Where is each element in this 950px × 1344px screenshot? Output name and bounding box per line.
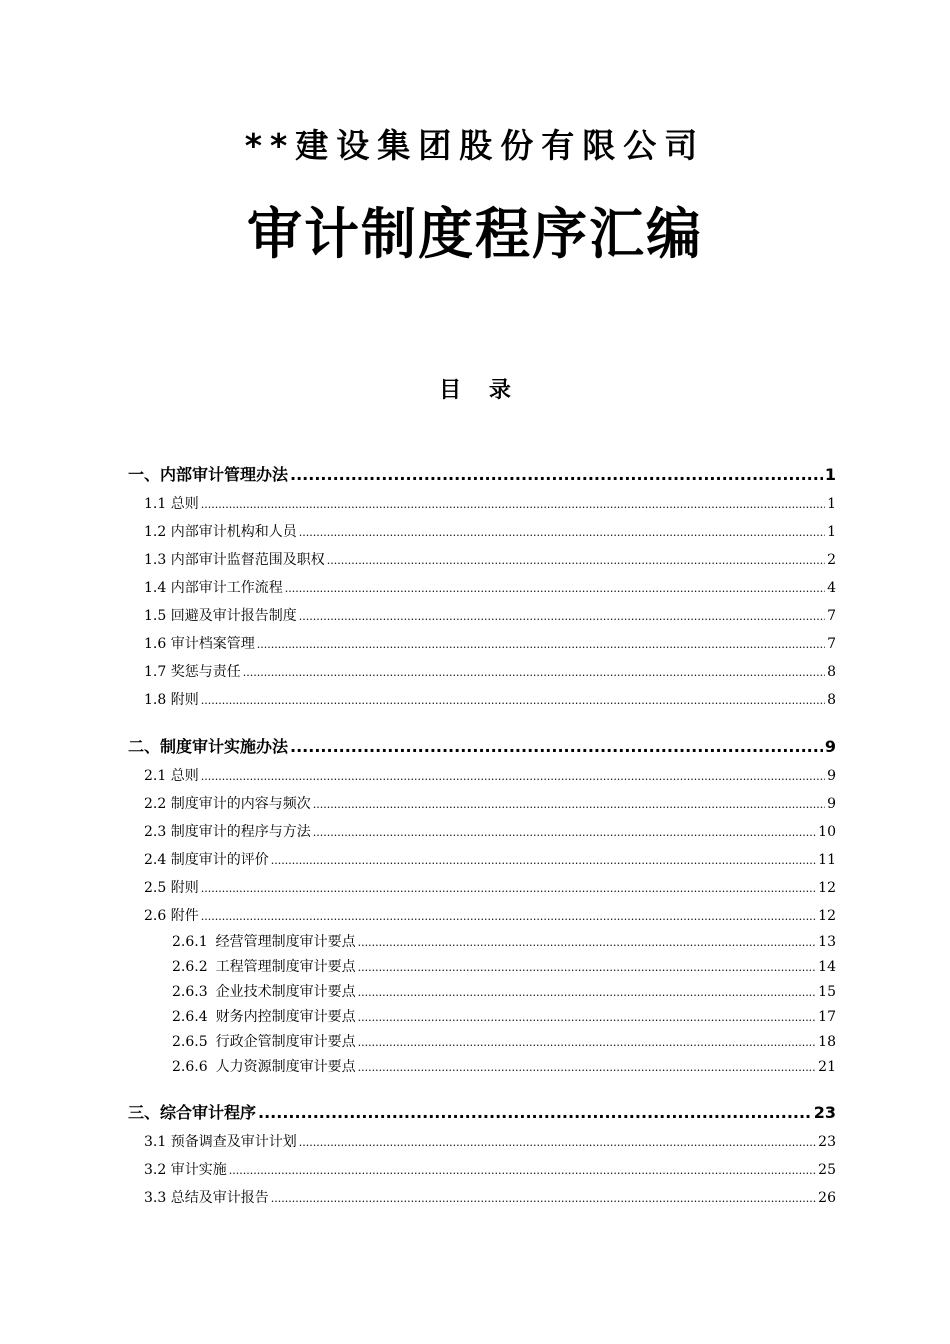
toc-page-number: 14	[818, 959, 836, 975]
dot-leader	[201, 875, 816, 903]
toc-entry-label: 1.7 奖惩与责任	[144, 664, 241, 680]
toc-entry-1-1[interactable]	[128, 490, 836, 518]
toc-entry-number: 2.6.3	[172, 984, 208, 1000]
dot-leader	[201, 903, 816, 931]
toc-heading	[0, 374, 950, 408]
toc-page-number: 2	[827, 552, 836, 568]
company-name: **建设集团股份有限公司	[244, 126, 706, 165]
toc-page-number: 13	[818, 934, 836, 950]
toc-entry-label: 二、制度审计实施办法	[128, 737, 289, 756]
dot-leader	[299, 1129, 816, 1157]
dot-leader	[299, 603, 825, 631]
dot-leader	[299, 519, 825, 547]
toc-entry-number: 2.6.4	[172, 1009, 208, 1025]
dot-leader	[243, 659, 825, 687]
toc-page-number: 25	[818, 1162, 836, 1178]
toc-entry-label: 2.3 制度审计的程序与方法	[144, 824, 311, 840]
dot-leader	[358, 1005, 817, 1030]
dot-leader	[358, 1055, 817, 1080]
toc-entry-number: 2.6.6	[172, 1059, 208, 1075]
toc-entry-label	[172, 930, 356, 955]
toc-entry-text: 人力资源制度审计要点	[215, 1059, 356, 1075]
toc-heading-char-2: 录	[488, 378, 511, 403]
toc-entry-2-6-6[interactable]	[128, 1055, 836, 1080]
toc-page-number: 7	[827, 608, 836, 624]
toc-entry-label: 1.2 内部审计机构和人员	[144, 524, 297, 540]
toc-page-number: 9	[827, 796, 836, 812]
dot-leader	[229, 1157, 816, 1185]
dot-leader	[313, 791, 825, 819]
toc-page-number: 10	[818, 824, 836, 840]
toc-page-number: 9	[824, 737, 836, 756]
toc-entry-label: 2.2 制度审计的内容与频次	[144, 796, 311, 812]
toc-page-number: 1	[827, 524, 836, 540]
dot-leader	[271, 847, 816, 875]
toc-entry-2-6-3[interactable]	[128, 980, 836, 1005]
toc-entry-1-6[interactable]	[128, 630, 836, 658]
toc-entry-2-4[interactable]	[128, 846, 836, 874]
toc-entry-label: 1.3 内部审计监督范围及职权	[144, 552, 325, 568]
toc-entry-2-6-1[interactable]	[128, 930, 836, 955]
toc-entry-label: 3.2 审计实施	[144, 1162, 227, 1178]
dot-leader	[201, 763, 825, 791]
toc-page-number: 15	[818, 984, 836, 1000]
toc-entry-2-6-4[interactable]	[128, 1005, 836, 1030]
toc-entry-1-8[interactable]	[128, 686, 836, 714]
dot-leader	[290, 460, 823, 490]
toc-page-number: 9	[827, 768, 836, 784]
toc-page-number: 17	[818, 1009, 836, 1025]
toc-entry-2-6-2[interactable]	[128, 955, 836, 980]
toc-page-number: 11	[818, 852, 836, 868]
toc-entry-label	[172, 1005, 356, 1030]
toc-page-number: 12	[818, 908, 836, 924]
dot-leader	[271, 1185, 816, 1213]
toc-entry-label: 1.1 总则	[144, 496, 199, 512]
toc-entry-2-1[interactable]	[128, 762, 836, 790]
toc-entry-1-7[interactable]	[128, 658, 836, 686]
toc-page-number: 8	[827, 692, 836, 708]
toc-entry-label: 1.5 回避及审计报告制度	[144, 608, 297, 624]
dot-leader	[358, 955, 817, 980]
dot-leader	[313, 819, 816, 847]
toc-entry-text: 行政企管制度审计要点	[215, 1034, 356, 1050]
toc-entry-label: 3.1 预备调查及审计计划	[144, 1134, 297, 1150]
dot-leader	[358, 930, 817, 955]
dot-leader	[358, 980, 817, 1005]
toc-page-number: 12	[818, 880, 836, 896]
toc-page-number: 23	[813, 1103, 836, 1122]
toc-entry-3-2[interactable]	[128, 1156, 836, 1184]
dot-leader	[201, 491, 825, 519]
table-of-contents	[128, 460, 836, 1212]
dot-leader	[257, 631, 825, 659]
toc-entry-2-6[interactable]	[128, 902, 836, 930]
toc-entry-label: 1.6 审计档案管理	[144, 636, 255, 652]
toc-entry-label: 一、内部审计管理办法	[128, 465, 289, 484]
dot-leader	[285, 575, 825, 603]
dot-leader	[358, 1030, 817, 1055]
toc-section-3[interactable]	[128, 1098, 836, 1128]
toc-entry-number: 2.6.5	[172, 1034, 208, 1050]
toc-section-2[interactable]	[128, 732, 836, 762]
document-title: 审计制度程序汇编	[246, 202, 703, 266]
toc-entry-label: 2.4 制度审计的评价	[144, 852, 269, 868]
toc-heading-char-1: 目	[439, 378, 462, 403]
toc-entry-label: 2.1 总则	[144, 768, 199, 784]
toc-entry-3-1[interactable]	[128, 1128, 836, 1156]
dot-leader	[327, 547, 825, 575]
toc-page-number: 21	[818, 1059, 836, 1075]
toc-entry-2-6-5[interactable]	[128, 1030, 836, 1055]
toc-page-number: 8	[827, 664, 836, 680]
toc-entry-label	[172, 955, 356, 980]
toc-entry-number: 2.6.1	[172, 934, 208, 950]
toc-page-number: 1	[827, 496, 836, 512]
toc-entry-label: 三、综合审计程序	[128, 1103, 257, 1122]
toc-entry-1-5[interactable]	[128, 602, 836, 630]
toc-entry-2-5[interactable]	[128, 874, 836, 902]
toc-page-number: 23	[818, 1134, 836, 1150]
toc-entry-1-3[interactable]	[128, 546, 836, 574]
toc-page-number: 4	[827, 580, 836, 596]
toc-page-number: 1	[824, 465, 836, 484]
toc-entry-label: 2.5 附则	[144, 880, 199, 896]
toc-entry-3-3[interactable]	[128, 1184, 836, 1212]
toc-entry-label: 1.4 内部审计工作流程	[144, 580, 283, 596]
toc-page-number: 18	[818, 1034, 836, 1050]
toc-entry-1-2[interactable]	[128, 518, 836, 546]
toc-entry-text: 工程管理制度审计要点	[215, 959, 356, 975]
toc-entry-text: 企业技术制度审计要点	[215, 984, 356, 1000]
toc-entry-label: 1.8 附则	[144, 692, 199, 708]
toc-entry-number: 2.6.2	[172, 959, 208, 975]
toc-page-number: 26	[818, 1190, 836, 1206]
toc-section-1[interactable]	[128, 460, 836, 490]
toc-entry-label	[172, 1030, 356, 1055]
toc-page-number: 7	[827, 636, 836, 652]
dot-leader	[258, 1098, 812, 1128]
toc-entry-2-2[interactable]	[128, 790, 836, 818]
toc-entry-label: 2.6 附件	[144, 908, 199, 924]
dot-leader	[201, 687, 825, 715]
toc-entry-2-3[interactable]	[128, 818, 836, 846]
toc-entry-text: 经营管理制度审计要点	[215, 934, 356, 950]
toc-entry-label	[172, 1055, 356, 1080]
toc-entry-1-4[interactable]	[128, 574, 836, 602]
dot-leader	[290, 732, 823, 762]
toc-entry-label: 3.3 总结及审计报告	[144, 1190, 269, 1206]
toc-entry-label	[172, 980, 356, 1005]
toc-entry-text: 财务内控制度审计要点	[215, 1009, 356, 1025]
